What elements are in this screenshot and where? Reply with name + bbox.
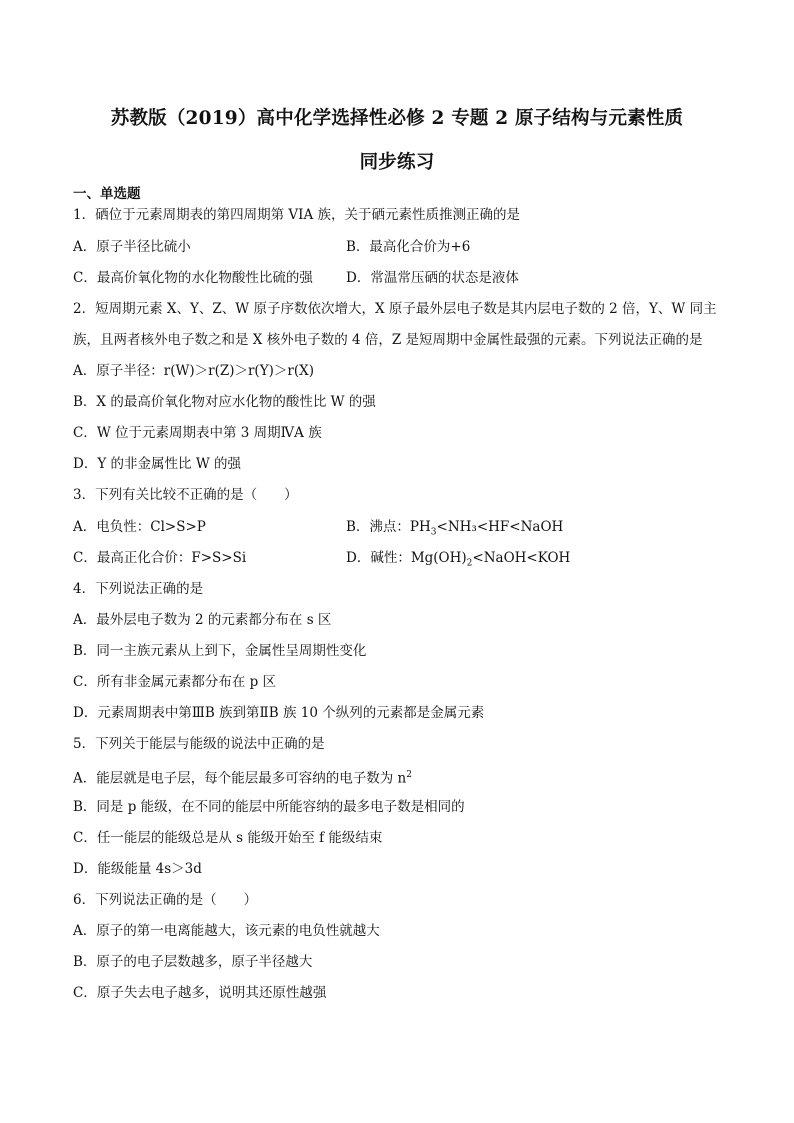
question-6-option-a: A．原子的第一电离能越大，该元素的电负性就越大: [73, 923, 380, 939]
question-4-option-d: D．元素周期表中第ⅢB 族到第ⅡB 族 10 个纵列的元素都是金属元素: [73, 705, 485, 721]
question-5-option-d: D．能级能量 4s＞3d: [73, 861, 202, 877]
question-4-option-c: C．所有非金属元素都分布在 p 区: [73, 674, 277, 690]
question-1-option-b: B．最高化合价为+6: [346, 239, 471, 255]
question-5-option-a: A．能层就是电子层，每个能层最多可容纳的电子数为 $n^2$: [73, 770, 412, 787]
question-6-option-c: C．原子失去电子越多，说明其还原性越强: [73, 985, 327, 1001]
question-6-stem: 6．下列说法正确的是（ ）: [73, 892, 258, 908]
question-1-option-d: D．常温常压硒的状态是液体: [346, 270, 519, 286]
question-5-option-c: C．任一能层的能级总是从 s 能级开始至 f 能级结束: [73, 830, 383, 846]
question-4-option-a: A．最外层电子数为 2 的元素都分布在 s 区: [73, 612, 332, 628]
question-2-option-d: D．Y 的非金属性比 W 的强: [73, 456, 241, 472]
question-5-option-b: B．同是 p 能级，在不同的能层中所能容纳的最多电子数是相同的: [73, 799, 465, 815]
question-3-option-b: B．沸点：$PH_3<NH_3<HF<NaOH$: [346, 519, 564, 538]
question-2-option-b: B．X 的最高价氧化物对应水化物的酸性比 W 的强: [73, 394, 376, 410]
document-subtitle: 同步练习: [359, 152, 435, 173]
question-3-option-d: D．碱性：$Mg(OH)_2<NaOH<KOH$: [346, 550, 571, 569]
question-2-option-c: C．W 位于元素周期表中第 3 周期ⅣA 族: [73, 425, 322, 441]
question-1-option-c: C．最高价氧化物的水化物酸性比硫的强: [73, 270, 313, 286]
question-3-stem: 3．下列有关比较不正确的是（ ）: [73, 487, 298, 503]
question-2-stem-line1: 2．短周期元素 X、Y、Z、W 原子序数依次增大，X 原子最外层电子数是其内层电子数的 2 倍，Y、W 同主: [73, 301, 717, 317]
question-5-stem: 5．下列关于能层与能级的说法中正确的是: [73, 736, 325, 752]
question-1-stem: 1．硒位于元素周期表的第四周期第 VIA 族，关于硒元素性质推测正确的是: [73, 207, 521, 223]
question-6-option-b: B．原子的电子层数越多，原子半径越大: [73, 954, 313, 970]
document-title: 苏教版（2019）高中化学选择性必修 2 专题 2 原子结构与元素性质: [110, 108, 684, 129]
question-4-stem: 4．下列说法正确的是: [73, 581, 204, 597]
question-3-option-a: A．电负性：Cl>S>P: [73, 519, 206, 535]
section-heading: 一、单选题: [73, 186, 141, 202]
question-4-option-b: B．同一主族元素从上到下，金属性呈周期性变化: [73, 643, 367, 659]
question-3-option-c: C．最高正化合价：F>S>Si: [73, 550, 247, 566]
question-1-option-a: A．原子半径比硫小: [73, 239, 191, 255]
question-2-stem-line2: 族，且两者核外电子数之和是 X 核外电子数的 4 倍，Z 是短周期中金属性最强的元素。下列说法正确的是: [73, 332, 703, 348]
question-2-option-a: A．原子半径：r(W)＞r(Z)＞r(Y)＞r(X): [73, 363, 314, 379]
